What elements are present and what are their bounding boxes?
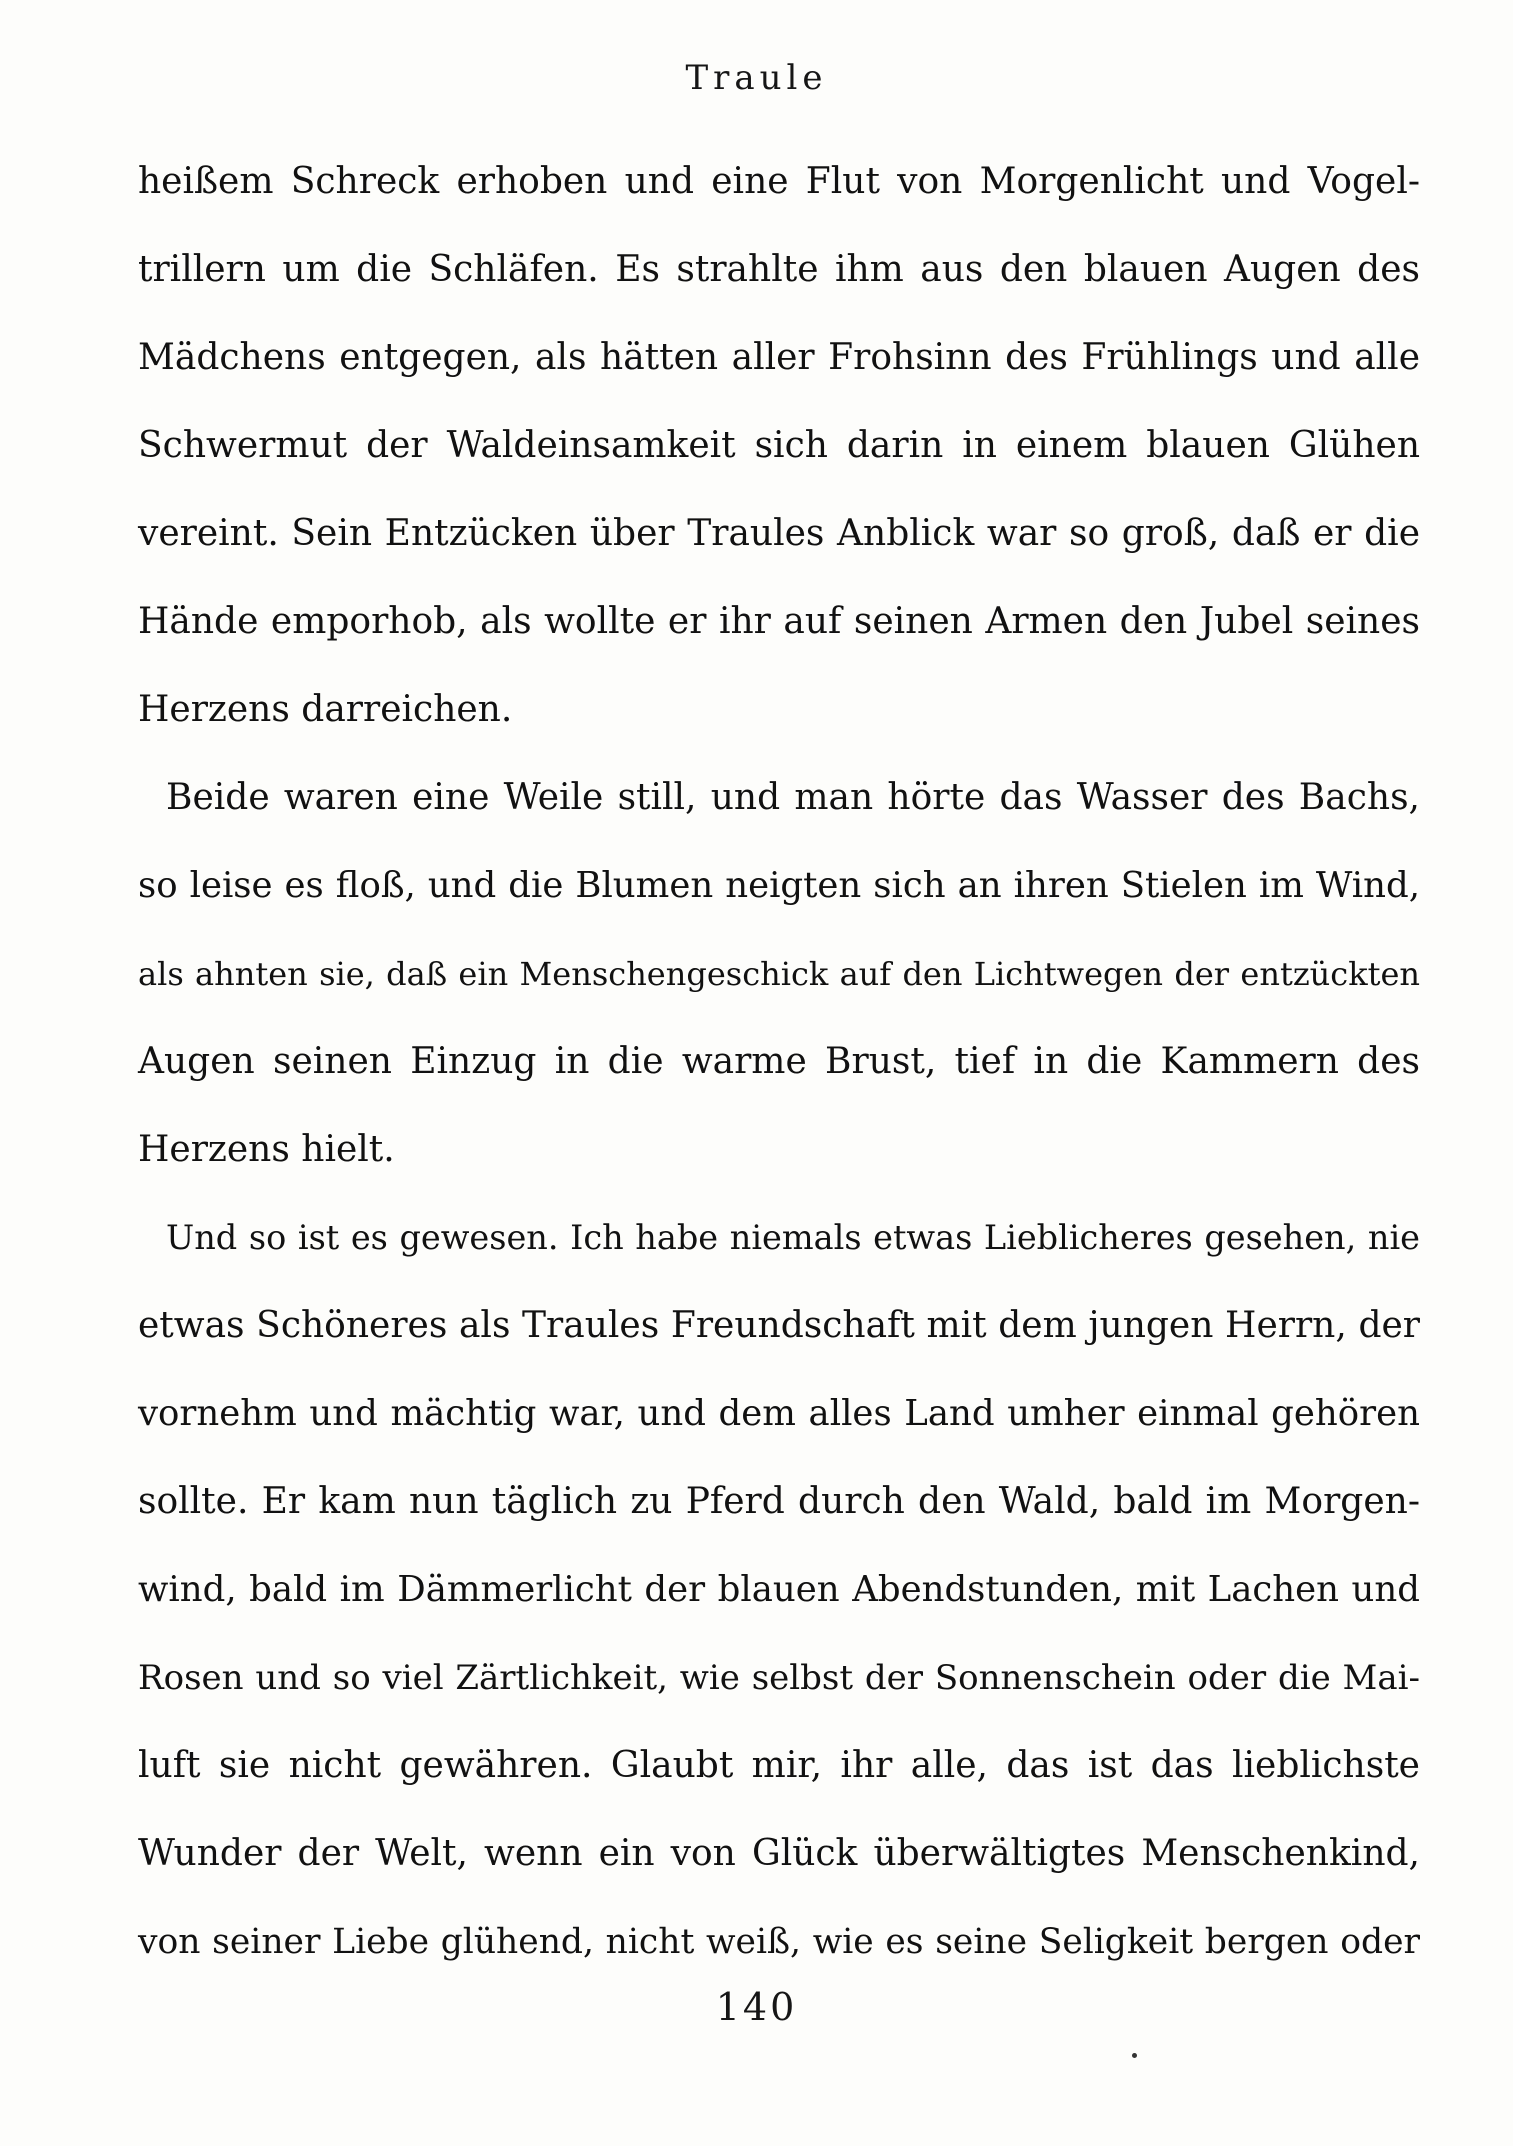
text-line: heißem Schreck erhoben und eine Flut von Morgenlicht und Vogel- [138,161,1420,202]
paragraph-3 [138,1194,1420,1986]
print-speck [1132,2053,1137,2058]
text-line: Und so ist es gewesen. Ich habe niemals etwas Lieblicheres gesehen, nie [166,1218,1420,1257]
text-line: Augen seinen Einzug in die warme Brust, tief in die Kammern des [138,1041,1420,1082]
text-line: etwas Schöneres als Traules Freundschaft mit dem jungen Herrn, der [138,1305,1420,1346]
text-line: vereint. Sein Entzücken über Traules Anblick war so groß, daß er die [138,513,1420,554]
text-line: als ahnten sie, daß ein Menschengeschick auf den Lichtwegen der entzückten [138,955,1420,993]
text-line: Schwermut der Waldeinsamkeit sich darin in einem blauen Glühen [138,425,1420,466]
text-line: trillern um die Schläfen. Es strahlte ihm aus den blauen Augen des [138,249,1420,290]
text-line: so leise es floß, und die Blumen neigten sich an ihren Stielen im Wind, [138,865,1420,906]
text-line: wind, bald im Dämmerlicht der blauen Abendstunden, mit Lachen und [138,1569,1420,1610]
text-line: Wunder der Welt, wenn ein von Glück überwältigtes Menschenkind, [138,1833,1420,1874]
page-number: 140 [715,1985,798,2029]
paragraph-2 [138,754,1420,1194]
running-head: Traule [685,58,828,98]
text-line: Hände emporhob, als wollte er ihr auf seinen Armen den Jubel seines [138,601,1420,642]
text-line: Herzens darreichen. [138,689,513,730]
text-line: sollte. Er kam nun täglich zu Pferd durch den Wald, bald im Morgen- [138,1481,1420,1522]
body-text [138,138,1420,1986]
paragraph-1 [138,138,1420,754]
text-line: Mädchens entgegen, als hätten aller Frohsinn des Frühlings und alle [138,337,1420,378]
text-line: luft sie nicht gewähren. Glaubt mir, ihr alle, das ist das lieblichste [138,1745,1420,1786]
text-line: von seiner Liebe glühend, nicht weiß, wie es seine Seligkeit bergen oder [138,1922,1420,1962]
text-line: Herzens hielt. [138,1129,395,1170]
text-line: vornehm und mächtig war, und dem alles Land umher einmal gehören [138,1393,1420,1434]
text-line: Beide waren eine Weile still, und man hörte das Wasser des Bachs, [166,777,1420,818]
text-line: Rosen und so viel Zärtlichkeit, wie selbst der Sonnenschein oder die Mai- [138,1658,1420,1698]
